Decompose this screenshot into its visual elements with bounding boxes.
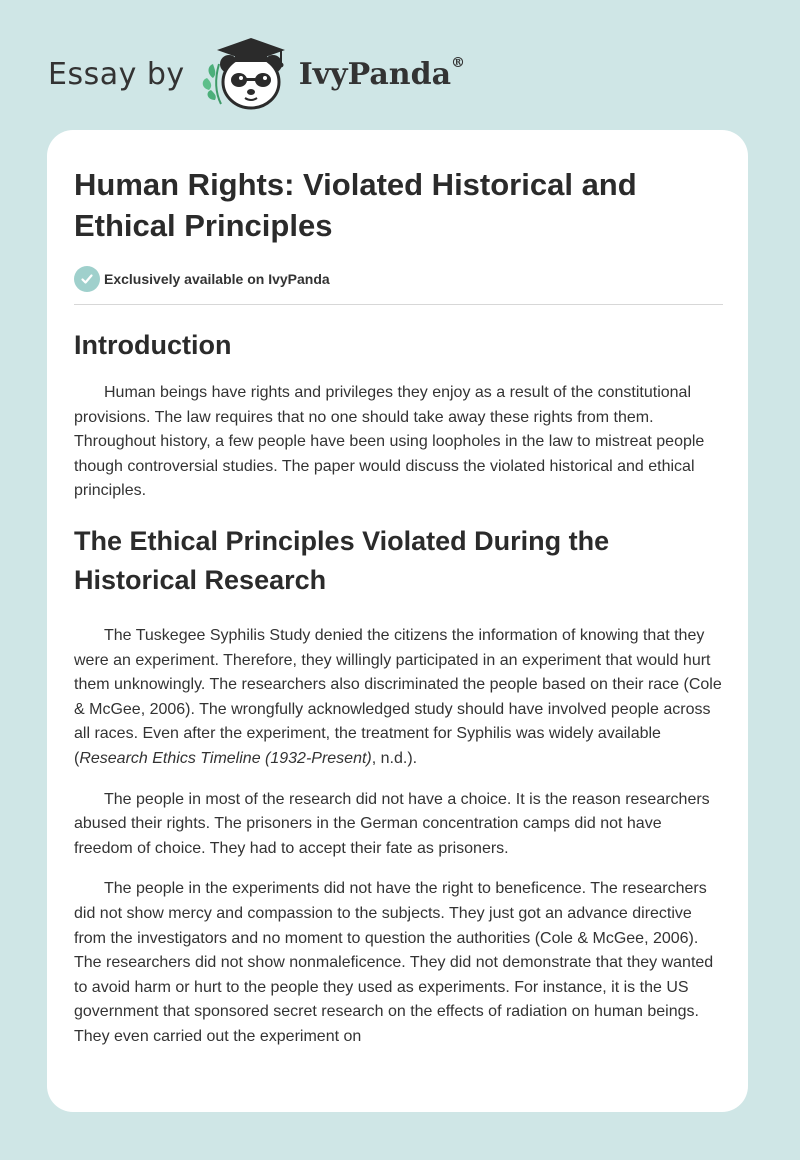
section-heading-introduction: Introduction [74,330,232,360]
site-header [48,34,465,114]
registered-mark: ® [451,54,466,71]
essay-title: Human Rights: Violated Historical and Ethical Principles [74,167,637,243]
paragraph-text-end: , n.d.). [371,749,418,767]
paragraph-with-citation [74,624,723,772]
title-divider [74,304,723,305]
paragraph: The people in most of the research did not have a choice. It is the reason researchers abused their rights. The prisoners in the German concentration camps did not have freedom of choice. They had to accept their fate as prisoners. [74,790,710,857]
paragraph-text: The Tuskegee Syphilis Study denied the citizens the information of knowing that they were an experiment. Therefore, they willingly participated in an experiment that would hurt them unknowingly. The researchers also discriminated the people based on their race (Cole & McGee, 2006). The wrongfully acknowledged study should have involved people across all races. Even after the experiment, the treatment for Syphilis was widely available ( [74,626,722,767]
essay-content [74,164,723,1049]
essay-by-label: Essay by [48,56,185,92]
panda-graduate-icon [199,34,295,114]
section-heading-ethical-principles: The Ethical Principles Violated During the Historical Research [74,525,610,595]
brand-text: IvyPanda [298,56,452,92]
paragraph: The people in the experiments did not have the right to beneficence. The researchers did not show mercy and compassion to the subjects. They just got an advance directive from the investigators and no moment to question the authorities (Cole & McGee, 2006). The researchers did not show nonmaleficence. They did not demonstrate that they wanted to avoid harm or hurt to the people they used as experiments. For instance, it is the US government that sponsored secret research on the effects of radiation on human beings. They even carried out the experiment on [74,880,714,1045]
paragraph: Human beings have rights and privileges they enjoy as a result of the constitutional provisions. The law requires that no one should take away these rights from them. Throughout history, a few people have been using loopholes in the law to mistreat people though controversial studies. The paper would discuss the violated historical and ethical principles. [74,384,705,500]
essay-card [47,130,748,1112]
exclusive-badge [74,266,723,292]
check-icon [74,266,100,292]
citation-title: Research Ethics Timeline (1932-Present) [79,749,372,767]
exclusive-label: Exclusively available on IvyPanda [104,271,330,287]
brand-name [298,54,466,92]
